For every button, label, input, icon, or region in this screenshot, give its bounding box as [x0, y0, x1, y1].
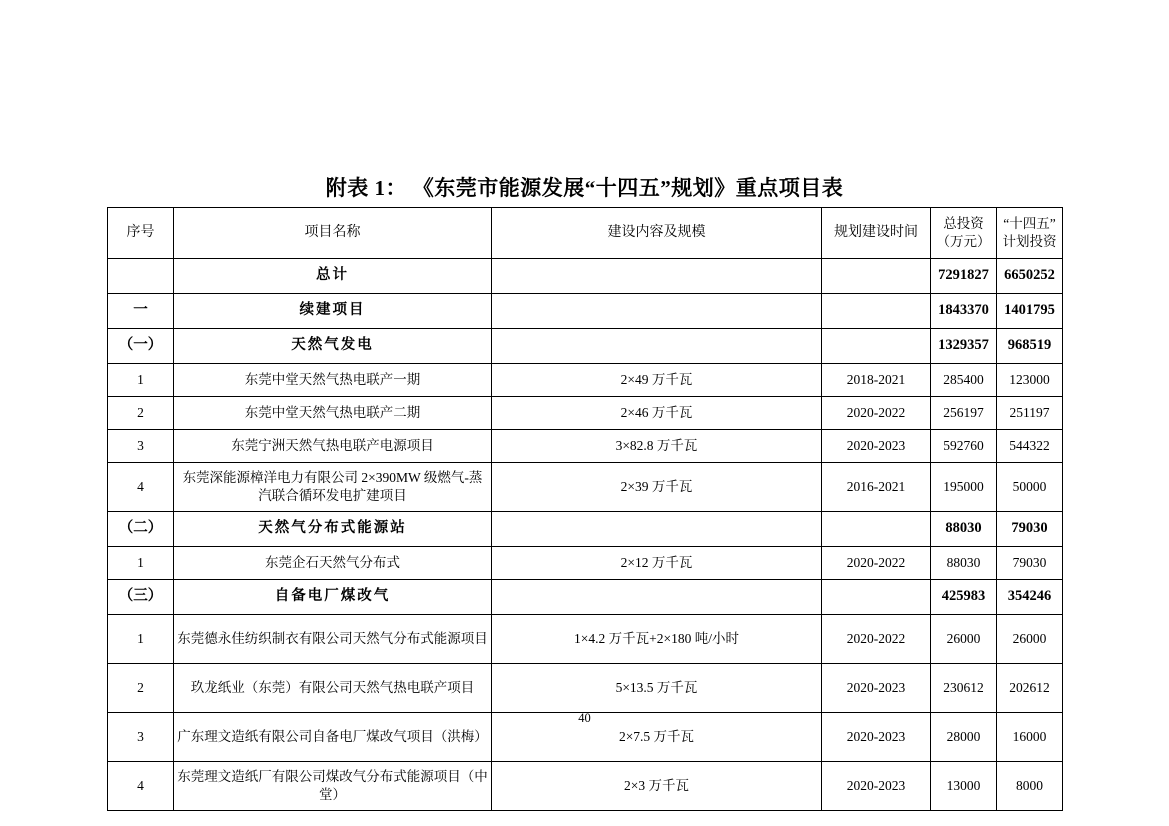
cell-seq: 一 — [108, 294, 174, 329]
cell-time — [822, 329, 931, 364]
table-header — [108, 208, 1063, 259]
table-row — [108, 329, 1063, 364]
cell-time: 2018-2021 — [822, 364, 931, 397]
cell-time — [822, 259, 931, 294]
cell-name: 东莞中堂天然气热电联产一期 — [174, 364, 492, 397]
cell-name: 自备电厂煤改气 — [174, 580, 492, 615]
header-cell-seq: 序号 — [108, 208, 174, 259]
cell-seq: 3 — [108, 713, 174, 762]
cell-seq: 2 — [108, 397, 174, 430]
cell-plan: 79030 — [997, 512, 1063, 547]
cell-seq: （一） — [108, 329, 174, 364]
cell-name: 东莞中堂天然气热电联产二期 — [174, 397, 492, 430]
cell-plan: 26000 — [997, 615, 1063, 664]
cell-seq: 1 — [108, 364, 174, 397]
header-plan-line1: “十四五” — [1003, 215, 1056, 231]
cell-seq: （二） — [108, 512, 174, 547]
table-row — [108, 762, 1063, 811]
cell-invest: 7291827 — [931, 259, 997, 294]
cell-name: 东莞德永佳纺织制衣有限公司天然气分布式能源项目 — [174, 615, 492, 664]
cell-name: 续建项目 — [174, 294, 492, 329]
cell-content: 2×3 万千瓦 — [492, 762, 822, 811]
table-row — [108, 547, 1063, 580]
table-row — [108, 580, 1063, 615]
cell-time — [822, 512, 931, 547]
cell-name: 东莞深能源樟洋电力有限公司 2×390MW 级燃气-蒸汽联合循环发电扩建项目 — [174, 463, 492, 512]
cell-seq: 4 — [108, 762, 174, 811]
cell-content — [492, 259, 822, 294]
cell-content: 2×49 万千瓦 — [492, 364, 822, 397]
cell-plan: 123000 — [997, 364, 1063, 397]
cell-invest: 88030 — [931, 512, 997, 547]
cell-content: 2×39 万千瓦 — [492, 463, 822, 512]
cell-time: 2020-2022 — [822, 397, 931, 430]
cell-invest: 592760 — [931, 430, 997, 463]
cell-invest: 1843370 — [931, 294, 997, 329]
header-cell-plan — [997, 208, 1063, 259]
cell-time: 2020-2023 — [822, 762, 931, 811]
cell-time: 2020-2022 — [822, 547, 931, 580]
cell-plan: 79030 — [997, 547, 1063, 580]
cell-content: 2×12 万千瓦 — [492, 547, 822, 580]
cell-content: 2×7.5 万千瓦 — [492, 713, 822, 762]
cell-invest: 195000 — [931, 463, 997, 512]
cell-content: 2×46 万千瓦 — [492, 397, 822, 430]
cell-seq: 3 — [108, 430, 174, 463]
cell-plan: 50000 — [997, 463, 1063, 512]
cell-seq: （三） — [108, 580, 174, 615]
cell-plan: 16000 — [997, 713, 1063, 762]
header-invest-line2: （万元） — [936, 234, 991, 249]
cell-invest: 28000 — [931, 713, 997, 762]
cell-name: 东莞企石天然气分布式 — [174, 547, 492, 580]
cell-plan: 544322 — [997, 430, 1063, 463]
cell-invest: 13000 — [931, 762, 997, 811]
cell-name: 广东理文造纸有限公司自备电厂煤改气项目（洪梅） — [174, 713, 492, 762]
table-row — [108, 463, 1063, 512]
header-cell-name: 项目名称 — [174, 208, 492, 259]
table-row — [108, 294, 1063, 329]
cell-name: 总计 — [174, 259, 492, 294]
cell-plan: 8000 — [997, 762, 1063, 811]
cell-content: 1×4.2 万千瓦+2×180 吨/小时 — [492, 615, 822, 664]
table-row — [108, 615, 1063, 664]
cell-time: 2020-2023 — [822, 713, 931, 762]
header-row — [108, 208, 1063, 259]
table-row — [108, 430, 1063, 463]
cell-plan: 6650252 — [997, 259, 1063, 294]
cell-content — [492, 329, 822, 364]
cell-seq: 2 — [108, 664, 174, 713]
cell-time: 2020-2023 — [822, 430, 931, 463]
cell-content — [492, 580, 822, 615]
table-row — [108, 664, 1063, 713]
table-row — [108, 512, 1063, 547]
header-invest-line1: 总投资 — [943, 215, 984, 231]
header-cell-time: 规划建设时间 — [822, 208, 931, 259]
cell-plan: 251197 — [997, 397, 1063, 430]
cell-invest: 1329357 — [931, 329, 997, 364]
header-cell-invest — [931, 208, 997, 259]
cell-seq — [108, 259, 174, 294]
cell-invest: 88030 — [931, 547, 997, 580]
page-number: 40 — [578, 711, 591, 725]
table-row — [108, 397, 1063, 430]
cell-name: 东莞理文造纸厂有限公司煤改气分布式能源项目（中堂） — [174, 762, 492, 811]
cell-seq: 1 — [108, 547, 174, 580]
cell-plan: 202612 — [997, 664, 1063, 713]
cell-time: 2020-2023 — [822, 664, 931, 713]
cell-seq: 1 — [108, 615, 174, 664]
table-body — [108, 259, 1063, 811]
cell-time: 2020-2022 — [822, 615, 931, 664]
cell-name: 天然气发电 — [174, 329, 492, 364]
cell-content — [492, 294, 822, 329]
cell-time: 2016-2021 — [822, 463, 931, 512]
cell-content: 5×13.5 万千瓦 — [492, 664, 822, 713]
cell-content — [492, 512, 822, 547]
cell-invest: 256197 — [931, 397, 997, 430]
cell-name: 玖龙纸业（东莞）有限公司天然气热电联产项目 — [174, 664, 492, 713]
cell-content: 3×82.8 万千瓦 — [492, 430, 822, 463]
table-row — [108, 259, 1063, 294]
cell-invest: 26000 — [931, 615, 997, 664]
cell-plan: 1401795 — [997, 294, 1063, 329]
cell-name: 东莞宁洲天然气热电联产电源项目 — [174, 430, 492, 463]
table-row — [108, 364, 1063, 397]
page-title: 附表 1： 《东莞市能源发展“十四五”规划》重点项目表 — [325, 176, 844, 200]
cell-time — [822, 580, 931, 615]
cell-invest: 425983 — [931, 580, 997, 615]
header-plan-line2: 计划投资 — [1002, 234, 1057, 249]
cell-plan: 354246 — [997, 580, 1063, 615]
cell-seq: 4 — [108, 463, 174, 512]
cell-time — [822, 294, 931, 329]
cell-name: 天然气分布式能源站 — [174, 512, 492, 547]
header-cell-content: 建设内容及规模 — [492, 208, 822, 259]
cell-invest: 230612 — [931, 664, 997, 713]
cell-plan: 968519 — [997, 329, 1063, 364]
cell-invest: 285400 — [931, 364, 997, 397]
